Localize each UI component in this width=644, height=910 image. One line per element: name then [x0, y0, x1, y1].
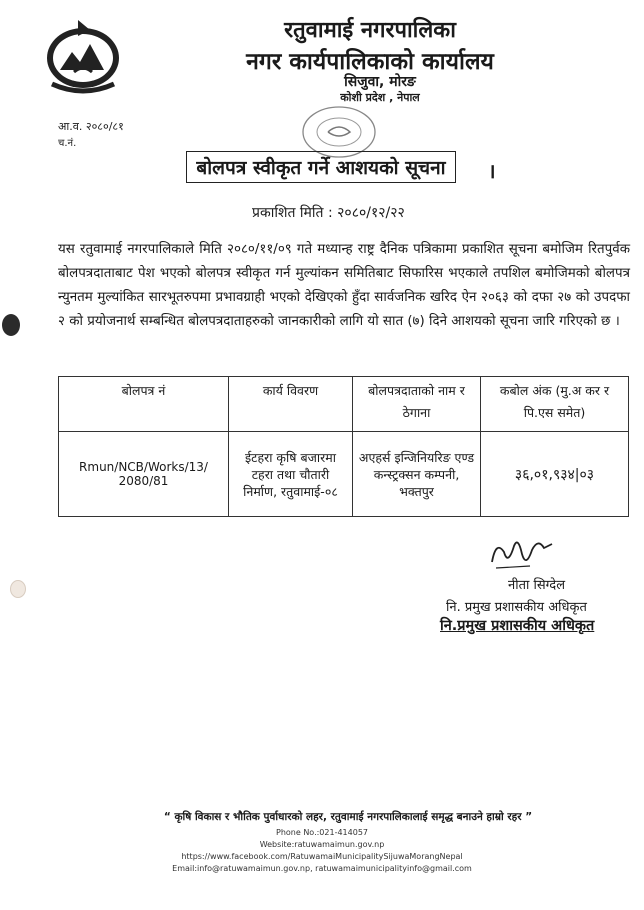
cell-bid-no: Rmun/NCB/Works/13/ 2080/81: [59, 432, 229, 517]
paper-mark: [10, 580, 26, 598]
office-name: नगर कार्यपालिकाको कार्यालय: [246, 49, 494, 75]
cell-bidder: अएहर्स इन्जिनियरिङ एण्ड कन्स्ट्रक्सन कम्पनी, भक्तपुर: [353, 432, 481, 517]
notice-body: यस रतुवामाई नगरपालिकाले मिति २०८०/११/०९ गते मध्यान्ह राष्ट्र दैनिक पत्रिकामा प्रकाशित सूचना बमोजिम रितपुर्वक बोलपत्रदाताबाट पेश भएको बोलपत्र स्वीकृत गर्न मुल्यांकन समितिबाट सिफारिस भएकाले तपशिल बमोजिमको बोलपत्र न्युनतम मुल्यांकित सारभूतरुपमा प्रभावग्राही भएको देखिएको हुँदा सार्वजनिक खरिद ऐन २०६३ को दफा २७ को उपदफा २ को प्रयोजनार्थ सम्बन्धित बोलपत्रदाताहरुको जानकारीको लागि यो सात (७) दिने आशयको सूचना जारि गरिएको छ ।: [58, 242, 630, 329]
header-work-description: कार्य विवरण: [229, 377, 353, 432]
cell-work-description: ईटहरा कृषि बजारमा टहरा तथा चौतारी निर्माण, रतुवामाई-०८: [229, 432, 353, 517]
notice-title: बोलपत्र स्वीकृत गर्ने आशयको सूचना: [186, 151, 456, 183]
title-end-mark: ।: [488, 159, 496, 183]
header-bid-no: बोलपत्र नं: [59, 377, 229, 432]
cell-amount: ३६,०१,९३४|०३: [481, 432, 629, 517]
bid-table: [58, 376, 629, 517]
province-name: कोशी प्रदेश , नेपाल: [340, 91, 420, 104]
table-row: [59, 432, 629, 517]
signatory-post: नि. प्रमुख प्रशासकीय अधिकृत: [446, 600, 587, 615]
footer-facebook: https://www.facebook.com/RatuwamaiMunicipalitySijuwaMorangNepal: [181, 852, 463, 861]
punch-hole: [2, 314, 20, 336]
footer-phone: Phone No.:021-414057: [276, 828, 368, 837]
header-bidder: बोलपत्रदाताको नाम र ठेगाना: [353, 377, 481, 432]
published-date: प्रकाशित मिति : २०८०/१२/२२: [252, 205, 405, 221]
header-amount: कबोल अंक (मु.अ कर र पि.एस समेत): [481, 377, 629, 432]
office-location: सिजुवा, मोरङ: [344, 74, 416, 90]
signatory-seal: नि.प्रमुख प्रशासकीय अधिकृत: [440, 618, 595, 634]
nepal-emblem-icon: [38, 14, 128, 96]
signatory-name: नीता सिग्देल: [508, 578, 566, 593]
municipality-name: रतुवामाई नगरपालिका: [284, 18, 456, 43]
footer-website: Website:ratuwamaimun.gov.np: [259, 840, 385, 849]
signature-mark: [486, 532, 556, 574]
footer-slogan: “ कृषि विकास र भौतिक पुर्वाधारको लहर, रतुवामाई नगरपालिकालाई समृद्ध बनाउने हाम्रो रहर ”: [163, 811, 533, 823]
reference-number: च.नं.: [58, 138, 77, 149]
footer-email: Email:info@ratuwamaimun.gov.np, ratuwamaimunicipalityinfo@gmail.com: [172, 864, 472, 873]
fiscal-year: आ.व. २०८०/८१: [58, 120, 124, 133]
table-header-row: [59, 377, 629, 432]
